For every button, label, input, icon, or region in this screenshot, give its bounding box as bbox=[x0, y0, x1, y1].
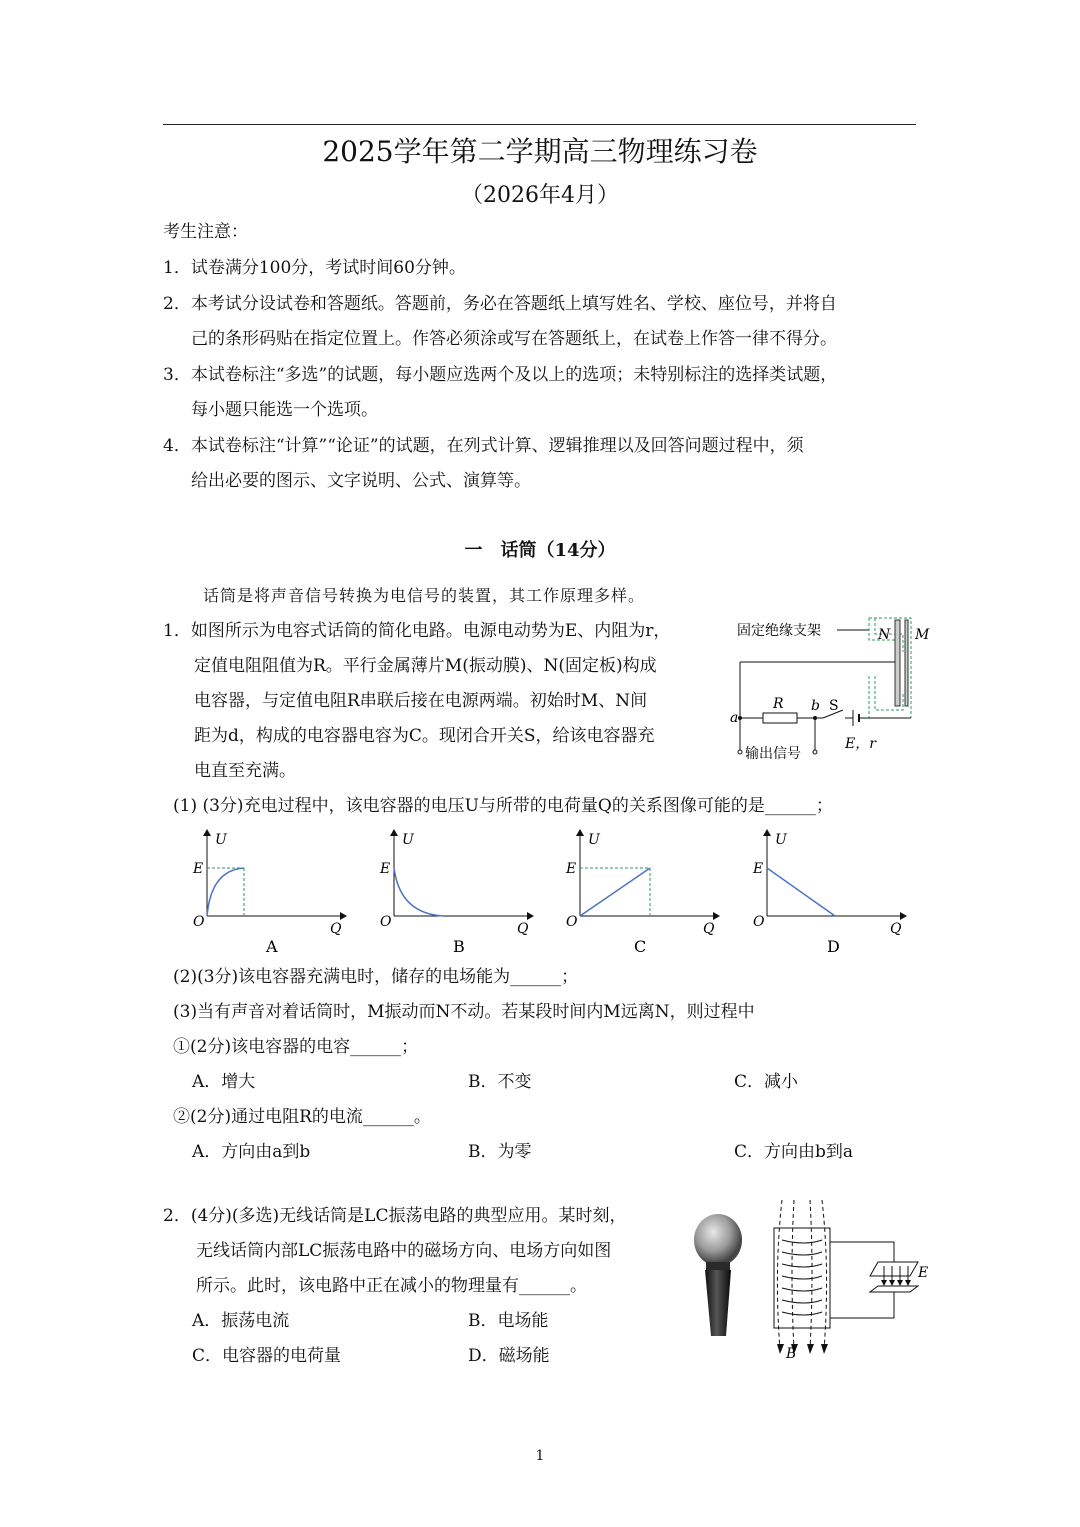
graph-label: D bbox=[827, 937, 840, 956]
option: A．方向由a到b bbox=[192, 1142, 311, 1162]
q2-line: 所示。此时，该电路中正在减小的物理量有______。 bbox=[196, 1276, 587, 1296]
graph-a bbox=[192, 829, 347, 956]
axis-q-label: Q bbox=[517, 921, 529, 937]
uq-graphs bbox=[185, 828, 915, 958]
axis-u-label: U bbox=[775, 832, 787, 848]
field-e-label: E bbox=[918, 1265, 929, 1281]
option: D．磁场能 bbox=[468, 1346, 550, 1366]
graph-label: B bbox=[453, 937, 465, 956]
q1-sub3: (3)当有声音对着话筒时，M振动而N不动。若某段时间内M远离N，则过程中 bbox=[173, 1002, 755, 1022]
field-b-label: B bbox=[786, 1346, 797, 1360]
option: C．方向由b到a bbox=[734, 1142, 854, 1162]
capacitor-microphone-circuit bbox=[725, 610, 935, 770]
page-subtitle: （2026年4月） bbox=[461, 183, 619, 208]
wireless-microphone-image bbox=[690, 1212, 750, 1342]
q1-sub3a: ①(2分)该电容器的电容______； bbox=[173, 1037, 419, 1057]
axis-q-label: Q bbox=[330, 921, 342, 937]
section-intro: 话筒是将声音信号转换为电信号的装置，其工作原理多样。 bbox=[203, 586, 646, 605]
node-b-label: b bbox=[811, 698, 820, 714]
node-a-label: a bbox=[730, 710, 739, 726]
plate-m-label: M bbox=[915, 627, 930, 643]
axis-q-label: Q bbox=[703, 921, 715, 937]
notice-item: 4．本试卷标注“计算”“论证”的试题，在列式计算、逻辑推理以及回答问题过程中，须 bbox=[163, 436, 804, 456]
lc-circuit-figure bbox=[760, 1200, 940, 1360]
notice-item: 3．本试卷标注“多选”的试题，每小题应选两个及以上的选项；未特别标注的选择类试题， bbox=[163, 365, 838, 385]
notice-item: 己的条形码贴在指定位置上。作答必须涂或写在答题纸上，在试卷上作答一律不得分。 bbox=[191, 329, 837, 349]
switch-label: S bbox=[829, 698, 839, 714]
source-label: E，r bbox=[845, 736, 876, 752]
option: C．减小 bbox=[734, 1072, 799, 1092]
graph-d bbox=[752, 829, 907, 956]
q1-line: 距为d，构成的电容器电容为C。现闭合开关S，给该电容器充 bbox=[194, 726, 655, 746]
q2-line: 无线话筒内部LC振荡电路中的磁场方向、电场方向如图 bbox=[196, 1241, 612, 1261]
section-heading: 一 话筒（14分） bbox=[464, 540, 616, 561]
graph-label: A bbox=[266, 937, 278, 956]
plate-n-label: N bbox=[878, 627, 891, 643]
axis-u-label: U bbox=[588, 832, 600, 848]
option: B．电场能 bbox=[468, 1311, 549, 1331]
axis-u-label: U bbox=[215, 832, 227, 848]
option: B．不变 bbox=[468, 1072, 532, 1092]
option: C．电容器的电荷量 bbox=[192, 1346, 342, 1366]
notice-item: 1．试卷满分100分，考试时间60分钟。 bbox=[163, 258, 466, 278]
page-number: 1 bbox=[535, 1448, 545, 1464]
q1-line: 电直至充满。 bbox=[194, 761, 296, 781]
top-rule bbox=[163, 124, 916, 125]
notice-item: 2．本考试分设试卷和答题纸。答题前，务必在答题纸上填写姓名、学校、座位号，并将自 bbox=[163, 294, 837, 314]
support-label: 固定绝缘支架 bbox=[737, 623, 821, 639]
q1-line: 1．如图所示为电容式话筒的简化电路。电源电动势为E、内阻为r， bbox=[163, 621, 671, 641]
axis-e-label: E bbox=[193, 861, 204, 877]
origin-label: O bbox=[566, 914, 578, 930]
q2-line: 2．(4分)(多选)无线话筒是LC振荡电路的典型应用。某时刻， bbox=[163, 1206, 627, 1226]
axis-u-label: U bbox=[402, 832, 414, 848]
option: A．振荡电流 bbox=[192, 1311, 290, 1331]
option: B．为零 bbox=[468, 1142, 532, 1162]
q1-sub2: (2)(3分)该电容器充满电时，储存的电场能为______； bbox=[173, 967, 579, 987]
q1-line: 电容器，与定值电阻R串联后接在电源两端。初始时M、N间 bbox=[194, 691, 648, 711]
notice-item: 给出必要的图示、文字说明、公式、演算等。 bbox=[191, 471, 531, 491]
axis-e-label: E bbox=[753, 861, 764, 877]
origin-label: O bbox=[753, 914, 765, 930]
graph-label: C bbox=[634, 937, 647, 956]
axis-q-label: Q bbox=[890, 921, 902, 937]
graph-c bbox=[565, 829, 720, 956]
graph-b bbox=[379, 829, 534, 956]
resistor-label: R bbox=[773, 696, 784, 712]
q1-line: 定值电阻阻值为R。平行金属薄片M(振动膜)、N(固定板)构成 bbox=[194, 656, 657, 676]
page-title: 2025学年第二学期高三物理练习卷 bbox=[322, 135, 758, 168]
q1-sub1: (1) (3分)充电过程中，该电容器的电压U与所带的电荷量Q的关系图像可能的是______； bbox=[173, 796, 833, 816]
origin-label: O bbox=[193, 914, 205, 930]
notice-item: 每小题只能选一个选项。 bbox=[191, 400, 378, 420]
option: A．增大 bbox=[192, 1072, 256, 1092]
axis-e-label: E bbox=[566, 861, 577, 877]
notice-heading: 考生注意： bbox=[163, 222, 248, 242]
output-signal-label: 输出信号 bbox=[745, 746, 801, 762]
origin-label: O bbox=[380, 914, 392, 930]
q1-sub3b: ②(2分)通过电阻R的电流______。 bbox=[173, 1107, 431, 1127]
axis-e-label: E bbox=[380, 861, 391, 877]
